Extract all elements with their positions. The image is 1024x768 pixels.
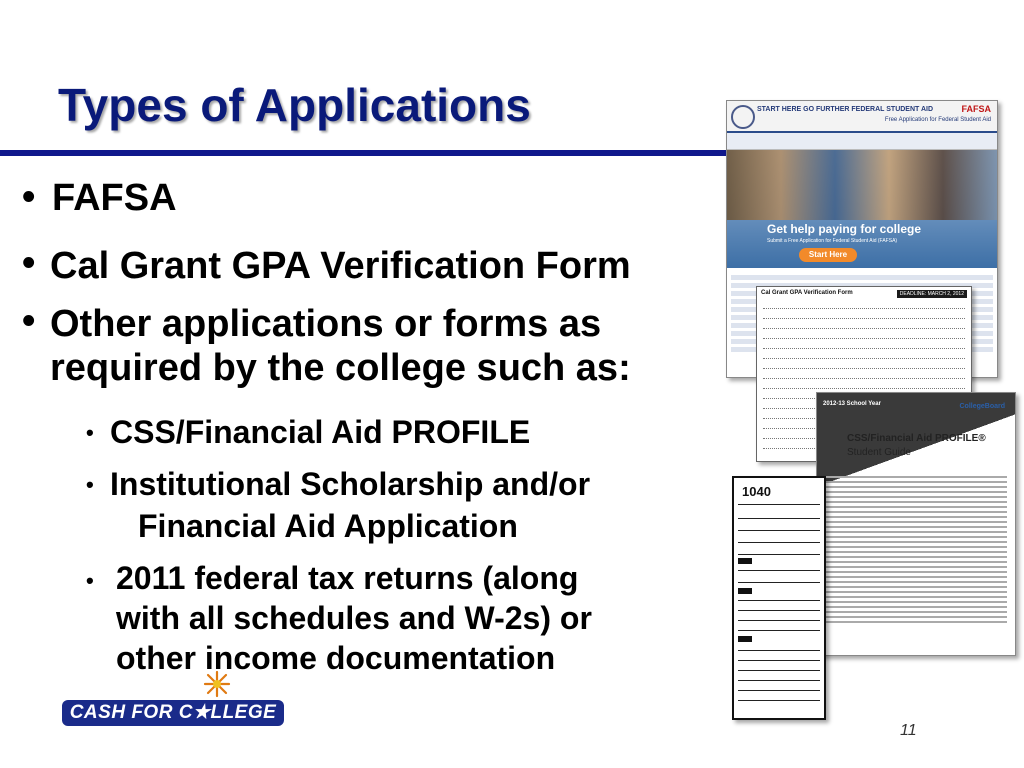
- star-burst-icon: [203, 670, 231, 698]
- bullet-dot: •: [22, 176, 36, 218]
- cash-for-college-logo: CASH FOR C★LLEGE: [62, 700, 284, 726]
- bullet-fafsa: FAFSA: [52, 177, 177, 219]
- bullet-cal-grant: Cal Grant GPA Verification Form: [50, 245, 631, 287]
- form-1040-number: 1040: [742, 484, 771, 499]
- bullet-other-line1: Other applications or forms as: [50, 303, 602, 345]
- fafsa-logo-text: START HERE GO FURTHER FEDERAL STUDENT AID: [757, 106, 934, 113]
- css-year: 2012-13 School Year: [823, 401, 881, 407]
- sub-bullet-tax-line1: 2011 federal tax returns (along: [116, 560, 579, 596]
- sub-bullet-dot: •: [86, 568, 94, 593]
- sub-bullet-css: CSS/Financial Aid PROFILE: [110, 414, 531, 450]
- form-1040-image: [732, 476, 826, 720]
- cal-grant-form-title: Cal Grant GPA Verification Form: [761, 290, 853, 296]
- sub-bullet-dot: •: [86, 420, 94, 445]
- css-profile-guide-image: [816, 392, 1016, 656]
- slide-title: Types of Applications: [58, 79, 531, 131]
- sub-bullet-institutional-line1: Institutional Scholarship and/or: [110, 466, 591, 502]
- fafsa-hero-sub: Submit a Free Application for Federal Student Aid (FAFSA): [767, 238, 898, 244]
- fafsa-nav: [727, 133, 997, 150]
- fafsa-brand-sub: Free Application for Federal Student Aid: [884, 117, 991, 123]
- css-guide-text: [825, 473, 1007, 626]
- css-guide-subtitle: Student Guide: [847, 447, 911, 458]
- seal-icon: [731, 105, 755, 129]
- bullet-dot: •: [22, 300, 36, 342]
- sub-bullet-dot: •: [86, 472, 94, 497]
- bullet-dot: •: [22, 242, 36, 284]
- sub-bullet-tax-line3: other income documentation: [116, 640, 556, 676]
- css-guide-title: CSS/Financial Aid PROFILE®: [847, 433, 986, 444]
- fafsa-hero-title: Get help paying for college: [767, 222, 922, 236]
- bullet-other-line2: required by the college such as:: [50, 347, 631, 389]
- fafsa-header: [727, 101, 997, 133]
- sub-bullet-tax-line2: with all schedules and W-2s) or: [116, 600, 592, 636]
- fafsa-hero: [727, 150, 997, 268]
- title-divider: [0, 150, 740, 156]
- fafsa-start-button: Start Here: [799, 248, 857, 262]
- fafsa-brand: FAFSA: [961, 104, 991, 114]
- collegeboard-logo: CollegeBoard: [959, 403, 1005, 410]
- sub-bullet-institutional-line2: Financial Aid Application: [138, 508, 518, 544]
- cal-grant-deadline: DEADLINE: MARCH 2, 2012: [897, 290, 967, 298]
- students-photo: [727, 150, 997, 220]
- page-number: 11: [900, 722, 917, 739]
